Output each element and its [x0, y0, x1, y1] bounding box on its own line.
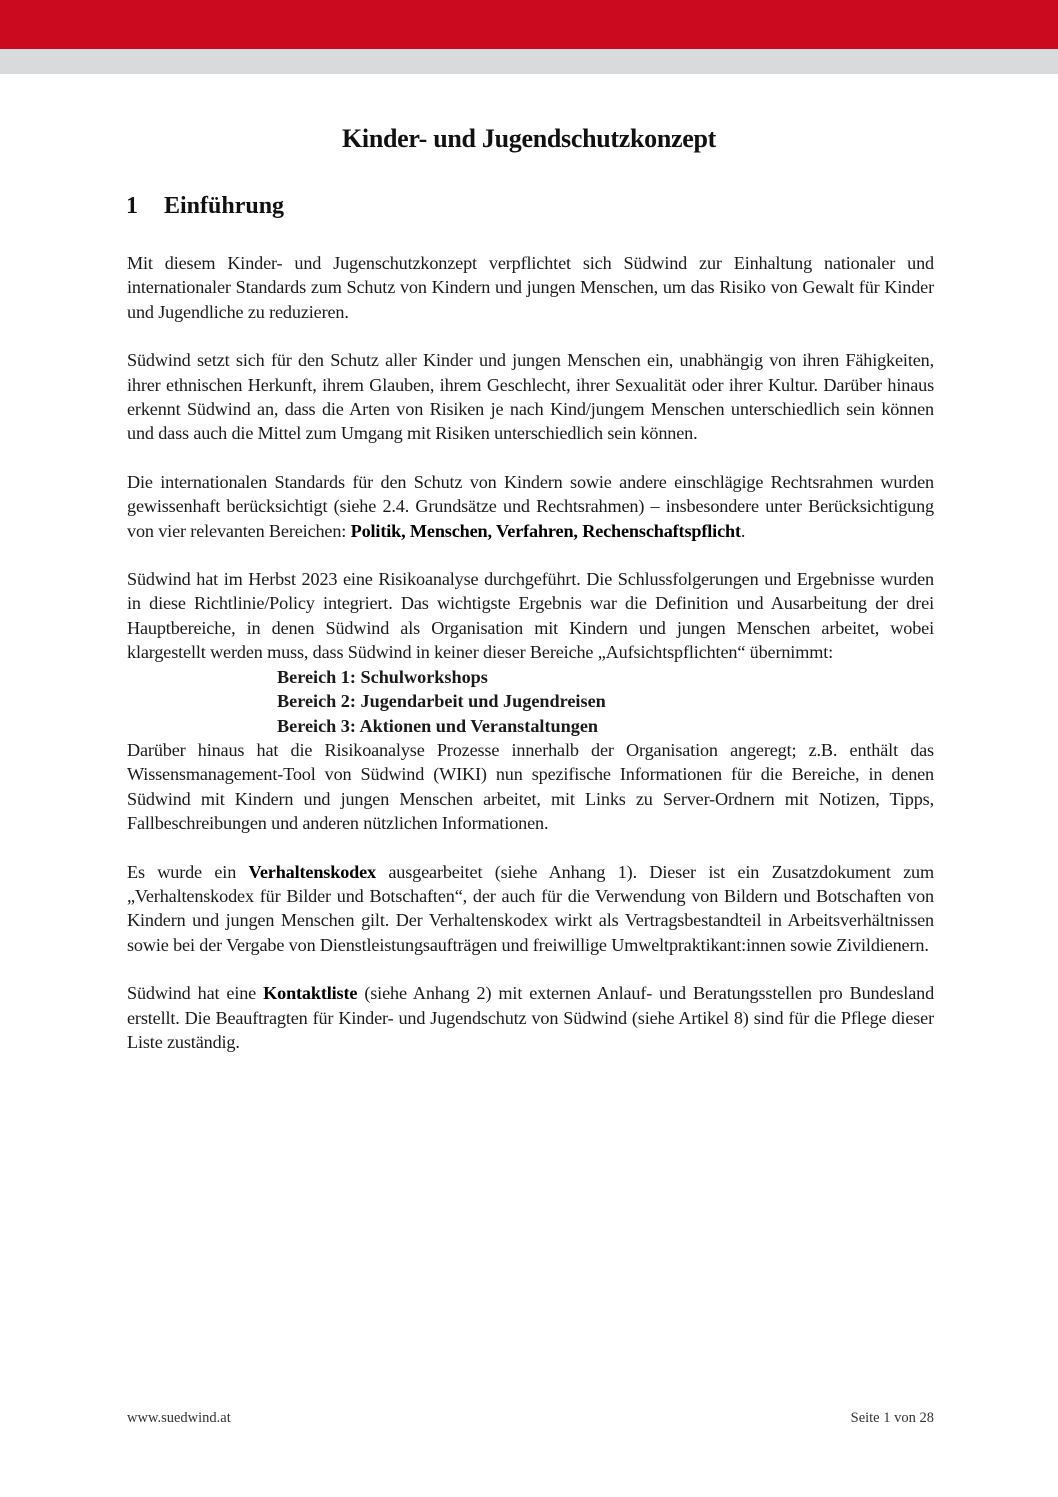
paragraph-processes: Darüber hinaus hat die Risikoanalyse Prozesse innerhalb der Organisation angeregt; z.B. enthält das Wissensmanagement-Tool von Südwind (WIKI) nun spezifische Informationen für die Bereiche, in denen Südwind mit Kindern und jungen Menschen arbeitet, mit Links zu Server-Ordnern mit Notizen, Tipps, Fallbeschreibungen und anderen nützlichen Informationen.: [127, 739, 934, 834]
paragraph-text: Es wurde ein: [127, 861, 249, 882]
paragraph-standards: [127, 470, 934, 543]
bold-areas: Politik, Menschen, Verfahren, Rechenschaftspflicht: [350, 520, 741, 541]
paragraph-text: Die internationalen Standards für den Schutz von Kindern sowie andere einschlägige Rechtsrahmen wurden gewissenhaft berücksichtigt (siehe 2.4. Grundsätze und Rechtsrahmen) – insbesondere unter Berücksichtigung von vier relevanten Bereichen:: [127, 471, 934, 541]
bold-verhaltenskodex: Verhaltenskodex: [248, 861, 376, 882]
paragraph-risk-analysis: Südwind hat im Herbst 2023 eine Risikoanalyse durchgeführt. Die Schlussfolgerungen und Ergebnisse wurden in diese Richtlinie/Policy integriert. Das wichtigste Ergebnis war die Definition und Ausarbeitung der drei Hauptbereiche, in denen Südwind als Organisation mit Kindern und jungen Menschen arbeitet, wobei klargestellt werden muss, dass Südwind in keiner dieser Bereiche „Aufsichtspflichten“ übernimmt:: [127, 569, 934, 663]
paragraph-text: ausgearbeitet (siehe Anhang 1). Dieser ist ein Zusatzdokument zum „Verhaltenskodex für Bilder und Botschaften“, der auch für die Verwendung von Bildern und Botschaften von Kindern und jungen Menschen gilt. Der Verhaltenskodex wirkt als Vertragsbestandteil in Arbeitsverhältnissen sowie bei der Vergabe von Dienstleistungsaufträgen und freiwillige Umweltpraktikant:innen sowie Zivildienern.: [127, 861, 934, 955]
page-footer: [127, 1410, 934, 1427]
paragraph-text: .: [740, 520, 746, 541]
header-gray-band: [0, 49, 1058, 74]
footer-website: www.suedwind.at: [127, 1410, 231, 1426]
section-number: 1: [126, 193, 138, 219]
bereiche-list: [127, 665, 934, 738]
bold-kontaktliste: Kontaktliste: [263, 983, 358, 1004]
paragraph-text: (siehe Anhang 2) mit externen Anlauf- und Beratungsstellen pro Bundesland erstellt. Die Beauftragten für Kinder- und Jugendschutz von Südwind (siehe Artikel 8) sind für die Pflege dieser Liste zuständig.: [127, 983, 935, 1052]
footer-page-number: Seite 1 von 28: [850, 1410, 934, 1426]
document-body: [127, 251, 934, 1078]
bereich-item: Bereich 2: Jugendarbeit und Jugendreisen: [277, 691, 606, 712]
document-title: Kinder- und Jugendschutzkonzept: [341, 124, 717, 153]
header-red-band: [0, 0, 1058, 49]
bereich-item: Bereich 1: Schulworkshops: [277, 666, 488, 687]
paragraph-text: Südwind hat eine: [127, 983, 264, 1004]
section-title: Einführung: [164, 193, 285, 219]
paragraph-contact-list: [127, 981, 934, 1054]
paragraph-code-of-conduct: [127, 860, 934, 958]
paragraph-intro: Mit diesem Kinder- und Jugenschutzkonzept verpflichtet sich Südwind zur Einhaltung nationaler und internationaler Standards zum Schutz von Kindern und jungen Menschen, um das Risiko von Gewalt für Kinder und Jugendliche zu reduzieren.: [127, 253, 934, 322]
section-heading: [126, 193, 284, 220]
paragraph-inclusion: Südwind setzt sich für den Schutz aller Kinder und jungen Menschen ein, unabhängig von ihren Fähigkeiten, ihrer ethnischen Herkunft, ihrem Glauben, ihrem Geschlecht, ihrer Sexualität oder ihrer Kultur. Darüber hinaus erkennt Südwind an, dass die Arten von Risiken je nach Kind/jungem Menschen unterschiedlich sein können und dass auch die Mittel zum Umgang mit Risiken unterschiedlich sein können.: [127, 350, 934, 444]
bereich-item: Bereich 3: Aktionen und Veranstaltungen: [277, 715, 599, 736]
